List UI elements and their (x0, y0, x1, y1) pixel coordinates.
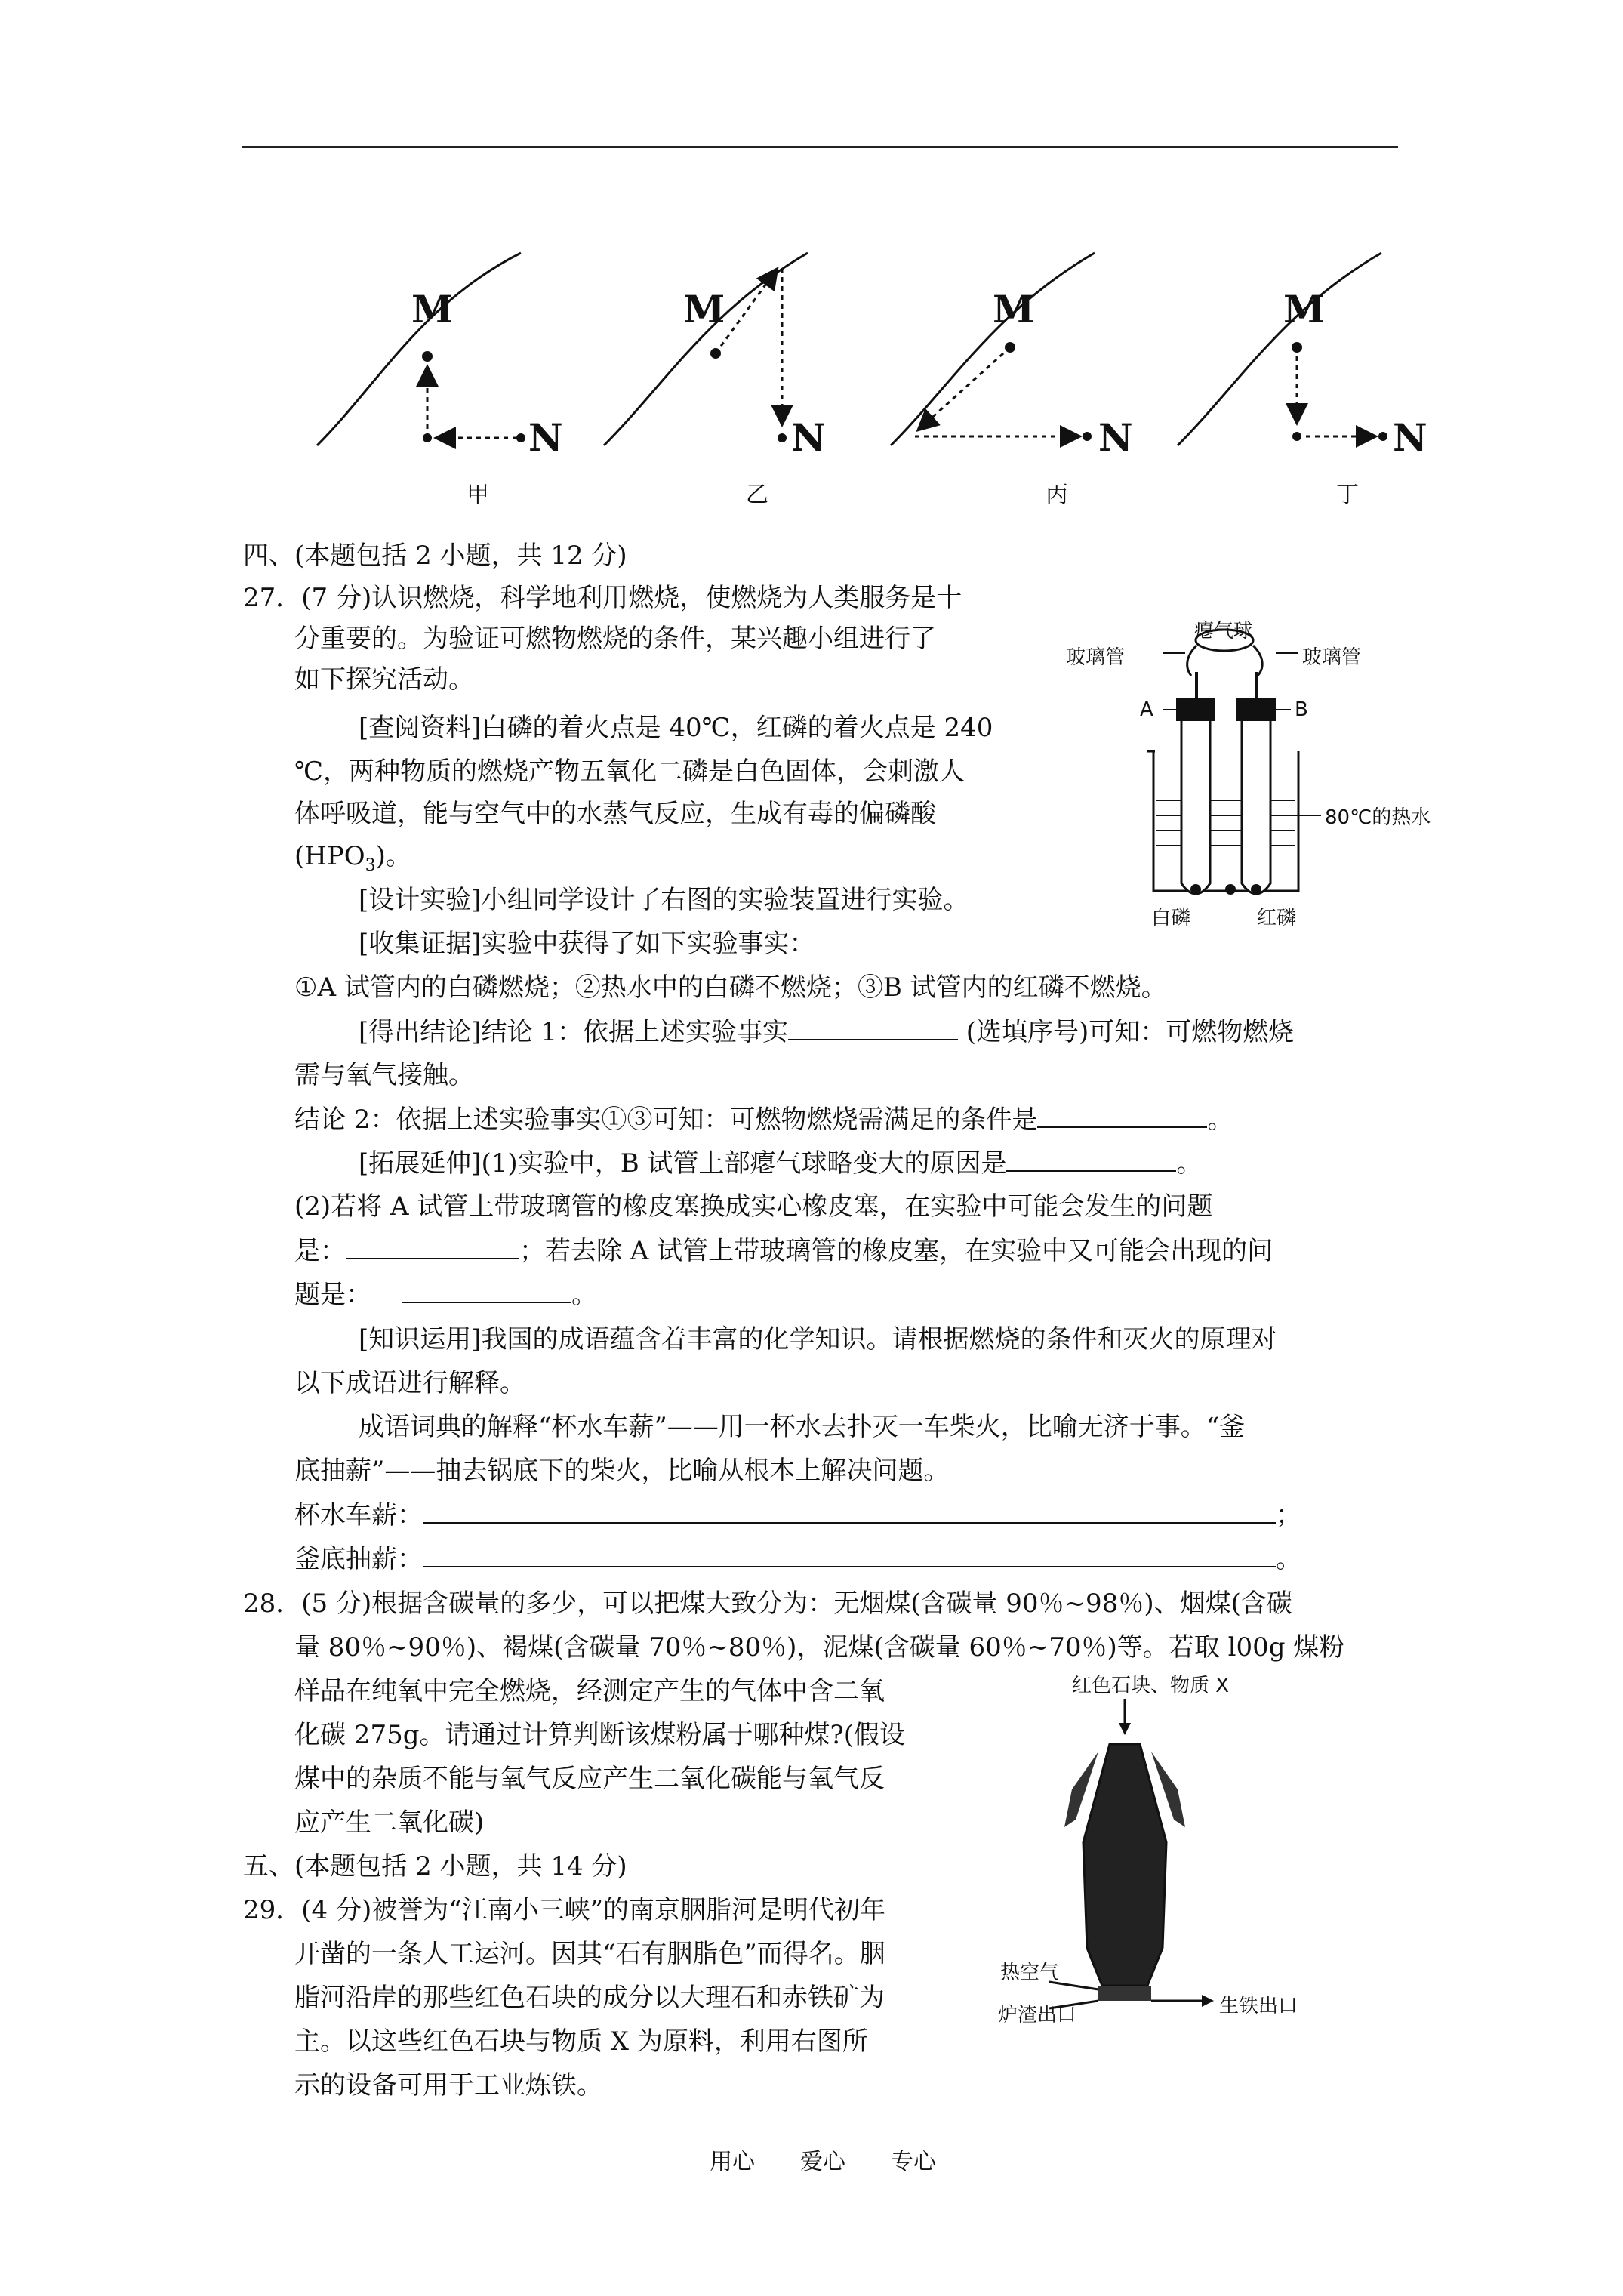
q28-line3: 样品在纯氧中完全燃烧，经测定产生的气体中含二氧 (294, 1676, 885, 1706)
label-m-ding: M (1283, 287, 1326, 331)
answer-blank-4[interactable] (346, 1232, 519, 1259)
caption-ding: 丁 (1336, 482, 1359, 508)
q29-line5: 示的设备可用于工业炼铁。 (294, 2070, 602, 2100)
answer-blank-3[interactable] (1006, 1145, 1176, 1172)
q27-line8: [设计实验]小组同学设计了右图的实验装置进行实验。 (359, 885, 969, 915)
q27-line17: 题是： 。 (294, 1276, 597, 1313)
label-m-bing: M (993, 287, 1035, 331)
q27-line13: 结论 2：依据上述实验事实①③可知：可燃物燃烧需满足的条件是 。 (294, 1101, 1233, 1138)
fig-glass-left-label: 玻璃管 (1066, 646, 1126, 669)
answer-blank-5[interactable] (402, 1276, 571, 1303)
q27-line5: ℃，两种物质的燃烧产物五氧化二磷是白色固体，会刺激人 (294, 757, 965, 787)
q29-line4: 主。以这些红色石块与物质 X 为原料，利用右图所 (294, 2026, 868, 2057)
section4-title: 四、(本题包括 2 小题，共 12 分) (243, 541, 627, 571)
label-n-ding: N (1393, 415, 1427, 460)
caption-bing: 丙 (1046, 482, 1068, 508)
q27-line15: (2)若将 A 试管上带玻璃管的橡皮塞换成实心橡皮塞，在实验中可能会发生的问题 (294, 1191, 1213, 1222)
fig-top-label: 红色石块、物质 X (1072, 1675, 1230, 1697)
q28-line1: 28．(5 分)根据含碳量的多少，可以把煤大致分为：无烟煤(含碳量 90％~98％)、烟煤(含碳 (243, 1589, 1292, 1619)
section5-title: 五、(本题包括 2 小题，共 14 分) (243, 1851, 627, 1881)
q29-line3: 脂河沿岸的那些红色石块的成分以大理石和赤铁矿为 (294, 1983, 885, 2013)
curve-jia (317, 253, 521, 445)
curve-bing (891, 253, 1095, 445)
fig-iron-label: 生铁出口 (1219, 1995, 1298, 2017)
footer-c: 专心 (891, 2149, 936, 2175)
q27-line20: 成语词典的解释“杯水车薪”——用一杯水去扑灭一车柴火，比喻无济于事。“釜 (359, 1412, 1246, 1442)
q27-line3: 如下探究活动。 (294, 664, 474, 695)
label-n-yi: N (791, 415, 826, 460)
q27-line4: [查阅资料]白磷的着火点是 40℃，红磷的着火点是 240 (359, 713, 993, 743)
fig-white-p-label: 白磷 (1151, 907, 1191, 929)
footer-b: 爱心 (800, 2149, 845, 2175)
label-m-yi: M (683, 287, 725, 331)
fig-glass-right-label: 玻璃管 (1302, 646, 1362, 669)
q27-line21: 底抽薪”——抽去锅底下的柴火，比喻从根本上解决问题。 (294, 1456, 950, 1486)
diagram-jia (317, 253, 525, 445)
answer-blank-1[interactable] (788, 1013, 958, 1040)
point-n-yi (778, 433, 787, 442)
curve-ding (1178, 253, 1381, 445)
q27-line19: 以下成语进行解释。 (294, 1368, 525, 1398)
q28-line6: 应产生二氧化碳) (294, 1808, 485, 1838)
q27-line23: 釜底抽薪： 。 (294, 1540, 1301, 1577)
caption-jia: 甲 (467, 482, 489, 508)
q29-line1: 29．(4 分)被誉为“江南小三峡”的南京胭脂河是明代初年 (243, 1895, 885, 1925)
diagram-yi (604, 253, 808, 445)
q27-line10: ①A 试管内的白磷燃烧；②热水中的白磷不燃烧；③B 试管内的红磷不燃烧。 (294, 972, 1167, 1003)
diagram-ding (1178, 253, 1387, 445)
label-m-jia: M (411, 287, 454, 331)
fig-slag-label: 炉渣出口 (998, 2004, 1077, 2026)
q28-line4: 化碳 275g。请通过计算判断该煤粉属于哪种煤?(假设 (294, 1720, 905, 1750)
point-n-jia (516, 433, 525, 442)
answer-blank-7[interactable] (423, 1540, 1276, 1567)
point-m-jia (422, 351, 433, 362)
page-footer (710, 2143, 936, 2176)
fig-b-label: B (1295, 698, 1308, 721)
header-rule (242, 146, 1398, 148)
q29-line2: 开凿的一条人工运河。因其“石有胭脂色”而得名。胭 (294, 1939, 885, 1969)
q27-line22: 杯水车薪： ； (294, 1496, 1301, 1533)
q27-line2: 分重要的。为验证可燃物燃烧的条件，某兴趣小组进行了 (294, 624, 936, 654)
q27-line18: [知识运用]我国的成语蕴含着丰富的化学知识。请根据燃烧的条件和灭火的原理对 (359, 1324, 1277, 1354)
fig-hot-water-label: 80℃的热水 (1325, 806, 1431, 829)
fig-balloon-label: 瘪气球 (1194, 620, 1254, 643)
curve-yi (604, 253, 808, 445)
q27-line9: [收集证据]实验中获得了如下实验事实： (359, 929, 815, 959)
q29-blast-furnace-figure (1004, 1669, 1397, 2046)
q27-line1: 27．(7 分)认识燃烧，科学地利用燃烧，使燃烧为人类服务是十 (243, 583, 962, 613)
q28-line2: 量 80％~90％)、褐煤(含碳量 70％~80％)，泥煤(含碳量 60％~70％)等。若取 l00g 煤粉 (294, 1632, 1345, 1663)
q27-line14: [拓展延伸](1)实验中，B 试管上部瘪气球略变大的原因是 。 (359, 1145, 1202, 1182)
q27-line11: [得出结论]结论 1：依据上述实验事实 (选填序号)可知：可燃物燃烧 (359, 1013, 1294, 1050)
fig-hot-air-label: 热空气 (1000, 1962, 1060, 1984)
diagram-bing (891, 253, 1095, 445)
q28-line5: 煤中的杂质不能与氧气反应产生二氧化碳能与氧气反 (294, 1764, 885, 1794)
answer-blank-2[interactable] (1037, 1101, 1207, 1128)
label-n-bing: N (1098, 415, 1133, 460)
point-n-ding (1378, 432, 1387, 441)
point-n-bing (1083, 432, 1092, 441)
q27-line6: 体呼吸道，能与空气中的水蒸气反应，生成有毒的偏磷酸 (294, 799, 936, 829)
label-n-jia: N (528, 415, 563, 460)
q27-line16: 是： ；若去除 A 试管上带玻璃管的橡皮塞，在实验中又可能会出现的问 (294, 1232, 1273, 1269)
q27-line7: $(HPO_3)$。 (294, 841, 411, 875)
q27-line12: 需与氧气接触。 (294, 1060, 474, 1090)
footer-a: 用心 (710, 2149, 755, 2175)
fig-red-p-label: 红磷 (1257, 907, 1297, 929)
fig-a-label: A (1140, 698, 1153, 721)
answer-blank-6[interactable] (423, 1496, 1276, 1524)
caption-yi: 乙 (746, 482, 768, 508)
